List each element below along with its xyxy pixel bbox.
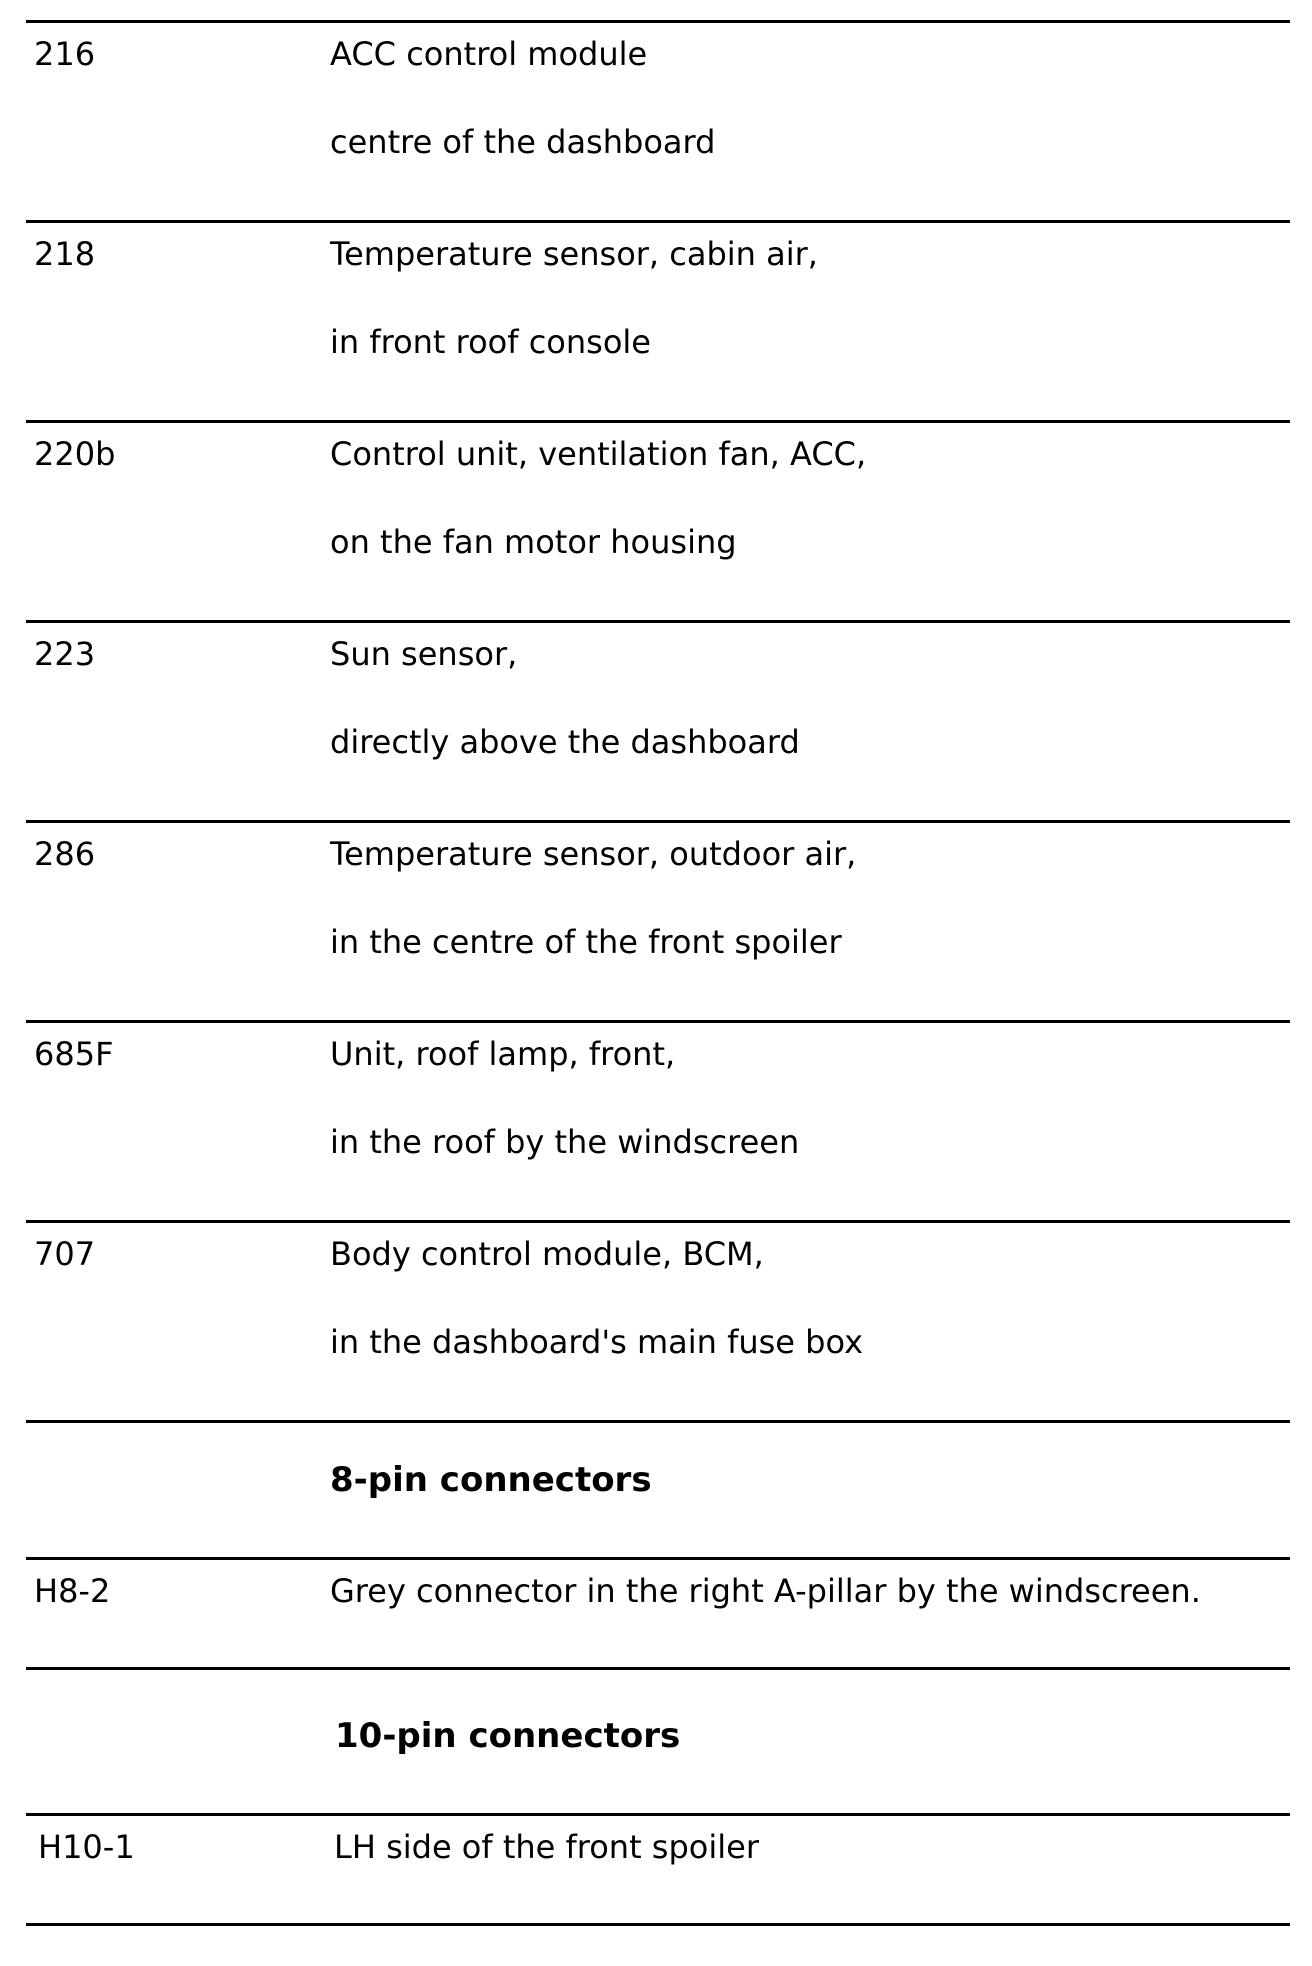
- component-code: 286: [34, 835, 96, 873]
- component-description: Control unit, ventilation fan, ACC,: [330, 435, 867, 473]
- component-code: 218: [34, 235, 96, 273]
- component-location: in the centre of the front spoiler: [330, 923, 842, 961]
- section-heading-10pin: 10-pin connectors: [335, 1716, 681, 1756]
- component-description: Sun sensor,: [330, 635, 518, 673]
- table-rule: [26, 1220, 1290, 1223]
- connector-location: Grey connector in the right A-pillar by the windscreen.: [330, 1572, 1201, 1610]
- table-rule: [26, 1923, 1290, 1926]
- component-location: in front roof console: [330, 323, 651, 361]
- component-location: in the roof by the windscreen: [330, 1123, 800, 1161]
- component-location: centre of the dashboard: [330, 123, 716, 161]
- component-description: Temperature sensor, outdoor air,: [330, 835, 857, 873]
- component-code: 685F: [34, 1035, 114, 1073]
- component-location: in the dashboard's main fuse box: [330, 1323, 863, 1361]
- component-code: 707: [34, 1235, 96, 1273]
- component-description: Body control module, BCM,: [330, 1235, 764, 1273]
- table-rule: [26, 1557, 1290, 1560]
- component-code: 216: [34, 35, 96, 73]
- table-rule: [26, 820, 1290, 823]
- table-rule: [26, 620, 1290, 623]
- section-heading-8pin: 8-pin connectors: [330, 1460, 652, 1500]
- component-description: Temperature sensor, cabin air,: [330, 235, 818, 273]
- component-code: 223: [34, 635, 96, 673]
- component-description: Unit, roof lamp, front,: [330, 1035, 676, 1073]
- table-rule: [26, 220, 1290, 223]
- table-rule: [26, 1020, 1290, 1023]
- connector-code: H10-1: [38, 1828, 135, 1866]
- connector-location: LH side of the front spoiler: [334, 1828, 759, 1866]
- component-location: directly above the dashboard: [330, 723, 800, 761]
- connector-code: H8-2: [34, 1572, 111, 1610]
- table-rule: [26, 1420, 1290, 1423]
- table-rule: [26, 420, 1290, 423]
- component-description: ACC control module: [330, 35, 648, 73]
- table-rule: [26, 1813, 1290, 1816]
- table-rule: [26, 20, 1290, 23]
- component-code: 220b: [34, 435, 116, 473]
- component-location: on the fan motor housing: [330, 523, 737, 561]
- table-rule: [26, 1667, 1290, 1670]
